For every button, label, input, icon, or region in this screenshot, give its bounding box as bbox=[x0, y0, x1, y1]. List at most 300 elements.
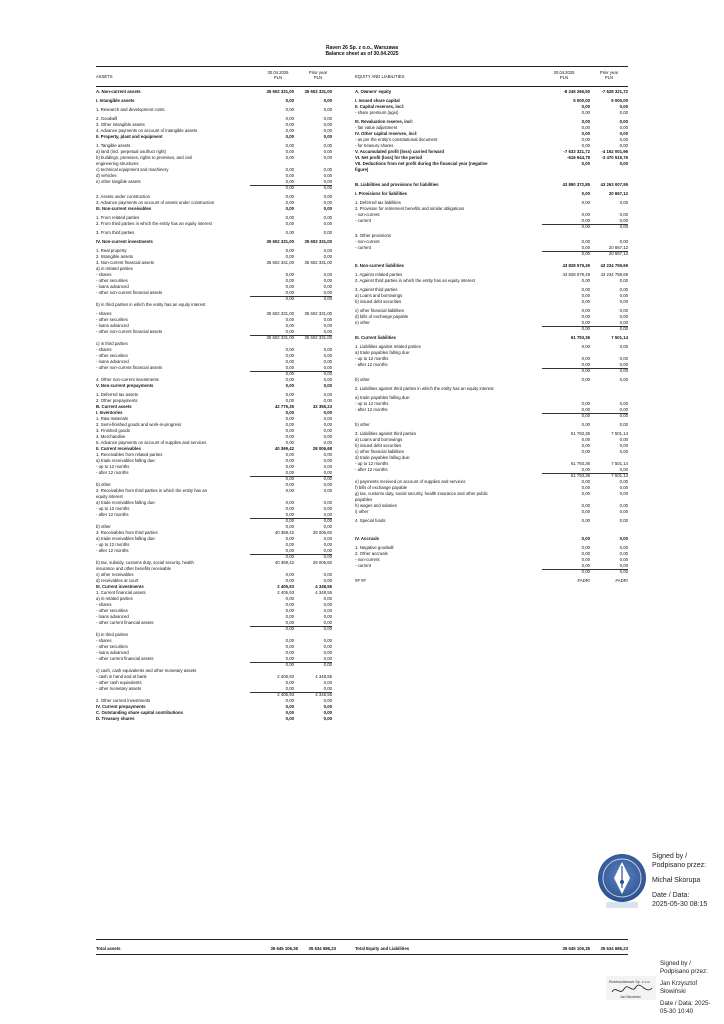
row-value-prior: 0,00 bbox=[294, 179, 332, 186]
row-value-prior: 0,00 bbox=[323, 434, 332, 439]
row-label: 2. Other accruals bbox=[355, 551, 388, 556]
row-label: - other securities bbox=[96, 353, 128, 358]
assets-current-date-header: 30.04.2025 PLN bbox=[267, 70, 289, 80]
row-value-prior: 0,00 bbox=[323, 347, 332, 352]
row-value-current: 0,00 bbox=[581, 104, 590, 109]
row-value-current: 0,00 bbox=[285, 614, 294, 619]
row-label: III. Non-current receivables bbox=[96, 206, 152, 211]
row-value-current: 0,00 bbox=[250, 179, 294, 186]
row-value-prior: 0,00 bbox=[323, 272, 332, 277]
row-value-prior: 0,00 bbox=[619, 110, 628, 115]
row-value-prior: 0,00 bbox=[619, 437, 628, 442]
row-value-prior: 35 602 331,00 bbox=[304, 239, 332, 244]
row-value-current: 0,00 bbox=[285, 248, 294, 253]
balance-row bbox=[96, 107, 332, 113]
row-value-current: 0,00 bbox=[285, 710, 294, 715]
row-value-prior: 0,00 bbox=[323, 284, 332, 289]
balance-row bbox=[355, 377, 628, 383]
row-label: d) receivables at court bbox=[96, 578, 139, 583]
row-value-current: 0,00 bbox=[285, 488, 294, 493]
row-value-current: -616 944,78 bbox=[567, 155, 590, 160]
row-value-current: 43 828 579,49 bbox=[562, 263, 590, 268]
row-value-current: 0,00 bbox=[581, 212, 590, 217]
row-value-prior: 35 602 331,00 bbox=[304, 335, 332, 340]
row-label: h) wages and salaries bbox=[355, 503, 397, 508]
row-label: V. Accumulated profit (loss) carried forward bbox=[355, 149, 444, 154]
row-label: 2. Assets under construction bbox=[96, 194, 150, 199]
row-value-current: 0,00 bbox=[285, 422, 294, 427]
row-value-current: 0,00 bbox=[285, 134, 294, 139]
row-label: - loans advanced bbox=[96, 650, 129, 655]
row-label: - shares bbox=[96, 602, 112, 607]
row-label: II. Capital reserves, incl: bbox=[355, 104, 405, 109]
row-value-prior: 43 234 759,69 bbox=[600, 272, 628, 277]
row-value-prior: 0,00 bbox=[619, 239, 628, 244]
row-value-prior: 32 355,23 bbox=[312, 404, 332, 409]
row-label: - loans advanced bbox=[96, 614, 129, 619]
row-label: I. Issued share capital bbox=[355, 98, 400, 103]
row-value-prior: 0,00 bbox=[323, 572, 332, 577]
row-label: 3. From third parties bbox=[96, 230, 135, 235]
row-label: VI. Net profit (loss) for the period bbox=[355, 155, 423, 160]
row-value-current: 0,00 bbox=[285, 107, 294, 112]
row-value-prior: 0,00 bbox=[590, 467, 628, 474]
total-equity-liabilities-label: Total Equity and Liabilities bbox=[355, 946, 410, 951]
balance-row bbox=[355, 536, 628, 542]
statement-name: Balance sheet as of 30.04.2025 bbox=[325, 51, 399, 57]
row-value-current: -7 633 321,72 bbox=[563, 149, 590, 154]
balance-row bbox=[355, 422, 628, 428]
row-value-current: 0,00 bbox=[542, 362, 590, 369]
row-value-current: 0,00 bbox=[285, 206, 294, 211]
signature1-date-label: Date / Data: bbox=[652, 892, 690, 899]
row-label: c) cash, cash equivalents and other monetary assets bbox=[96, 668, 197, 673]
row-value-prior: 0,00 bbox=[323, 704, 332, 709]
row-value-prior: 0,00 bbox=[323, 710, 332, 715]
row-label: 3. Against third parties bbox=[355, 287, 398, 292]
row-value-prior: 0,00 bbox=[619, 569, 628, 574]
row-value-prior: 35 602 331,00 bbox=[304, 311, 332, 316]
row-value-prior: 28 006,60 bbox=[312, 560, 332, 565]
row-label: 4. Special funds bbox=[355, 518, 386, 523]
row-value-prior: 28 006,60 bbox=[312, 530, 332, 535]
totals-top-rule bbox=[96, 939, 628, 940]
row-label: b) other bbox=[96, 482, 111, 487]
row-value-prior: 0,00 bbox=[323, 128, 332, 133]
row-value-current: 0,00 bbox=[581, 224, 590, 229]
row-value-current: 0,00 bbox=[285, 698, 294, 703]
row-value-current: 0,00 bbox=[250, 620, 294, 627]
balance-row bbox=[96, 239, 332, 245]
row-label: figure) bbox=[355, 167, 369, 172]
balance-row bbox=[355, 89, 628, 95]
row-value-prior: 0,00 bbox=[619, 551, 628, 556]
balance-row bbox=[355, 509, 628, 515]
row-value-current: 0,00 bbox=[581, 377, 590, 382]
row-value-current: 0,00 bbox=[250, 686, 294, 693]
row-value-current: 0,00 bbox=[285, 416, 294, 421]
row-label: - non-current bbox=[355, 557, 380, 562]
row-value-current: 0,00 bbox=[581, 485, 590, 490]
assets-prior-year-header: Prior year PLN bbox=[308, 70, 328, 80]
row-value-prior: 20 667,12 bbox=[608, 191, 628, 196]
row-label: B. Liabilities and provisions for liabilities bbox=[355, 182, 439, 187]
row-label: a) trade payables falling due: bbox=[355, 395, 411, 400]
row-label: - as per the entity's constitutional document bbox=[355, 137, 438, 142]
row-value-prior: 0,00 bbox=[323, 524, 332, 529]
row-label: - up to 12 months bbox=[96, 542, 130, 547]
row-label: i) other bbox=[355, 509, 369, 514]
row-value-prior: 0,00 bbox=[323, 644, 332, 649]
row-value-prior: 0,00 bbox=[323, 662, 332, 667]
row-value-current: 0,00 bbox=[250, 470, 294, 477]
row-value-prior: 4 348,55 bbox=[315, 674, 332, 679]
balance-row bbox=[96, 383, 332, 389]
row-value-prior: 0,00 bbox=[323, 452, 332, 457]
row-value-prior: 0,00 bbox=[323, 500, 332, 505]
row-value-prior: 0,00 bbox=[323, 596, 332, 601]
row-value-prior: 4 348,55 bbox=[315, 590, 332, 595]
row-value-current: 0,00 bbox=[581, 308, 590, 313]
liab-current-date-header: 30.04.2025 PLN bbox=[553, 70, 575, 80]
row-value-prior: 0,00 bbox=[323, 353, 332, 358]
row-label: - up to 12 months bbox=[355, 356, 389, 361]
total-assets-prior: 35 634 686,23 bbox=[308, 946, 336, 951]
row-value-current: 0,00 bbox=[285, 194, 294, 199]
row-value-current: 0,00 bbox=[581, 293, 590, 298]
balance-row bbox=[355, 224, 628, 230]
row-value-current: 0,00 bbox=[285, 506, 294, 511]
row-value-current: 0,00 bbox=[285, 608, 294, 613]
row-value-current: 0,00 bbox=[285, 377, 294, 382]
row-label: - non-current bbox=[355, 239, 380, 244]
row-label: I. Inventories bbox=[96, 410, 123, 415]
row-label: - after 12 months bbox=[355, 362, 388, 367]
company-stamp bbox=[606, 976, 656, 1000]
row-value-current: 0,00 bbox=[285, 185, 294, 190]
row-value-current: 0,00 bbox=[581, 239, 590, 244]
row-label: V. Non-current prepayments bbox=[96, 383, 154, 388]
row-value-prior: 0,00 bbox=[619, 200, 628, 205]
electronic-signature-2 bbox=[606, 960, 720, 1020]
row-value-prior: 0,00 bbox=[619, 413, 628, 418]
row-value-current: 0,00 bbox=[250, 290, 294, 297]
row-label: 1. Negative goodwill bbox=[355, 545, 394, 550]
row-value-prior: 0,00 bbox=[323, 173, 332, 178]
row-label: ## ## bbox=[355, 578, 366, 583]
row-value-current: 0,00 bbox=[285, 524, 294, 529]
row-value-prior: -4 162 001,96 bbox=[601, 149, 628, 154]
row-value-prior: 0,00 bbox=[323, 194, 332, 199]
row-label: 3. Advance payments on account of assets under construction bbox=[96, 200, 215, 205]
row-value-prior: 0,00 bbox=[294, 620, 332, 627]
row-value-prior: 0,00 bbox=[294, 329, 332, 336]
row-label: 3. Liabilities against third parties bbox=[355, 431, 417, 436]
row-value-prior: 0,00 bbox=[323, 230, 332, 235]
row-value-prior: 20 667,12 bbox=[590, 245, 628, 252]
row-value-prior: 0,00 bbox=[323, 554, 332, 559]
row-value-current: 0,00 bbox=[285, 644, 294, 649]
balance-row bbox=[355, 167, 628, 173]
row-label: - current bbox=[355, 218, 371, 223]
row-label: a) trade receivables falling due: bbox=[96, 536, 156, 541]
row-value-current: 0,00 bbox=[581, 125, 590, 130]
row-value-current: 0,00 bbox=[250, 365, 294, 372]
row-value-prior: 0,00 bbox=[323, 440, 332, 445]
row-value-prior: 4 348,55 bbox=[315, 584, 332, 589]
row-label: e) payments received on account of supplies and services bbox=[355, 479, 466, 484]
row-value-prior: 0,00 bbox=[323, 488, 332, 493]
row-label: - other non-current financial assets bbox=[96, 365, 163, 370]
row-label: b) other bbox=[355, 377, 370, 382]
row-value-current: 0,00 bbox=[581, 545, 590, 550]
row-value-prior: 7 501,14 bbox=[611, 473, 628, 478]
row-label: 1. Deferred tax assets bbox=[96, 392, 139, 397]
row-value-prior: 7 501,14 bbox=[611, 461, 628, 466]
row-label: e) other tangible assets bbox=[96, 179, 141, 184]
row-value-prior: 0,00 bbox=[323, 296, 332, 301]
row-value-current: 0,00 bbox=[581, 551, 590, 556]
row-value-current: 0,00 bbox=[581, 557, 590, 562]
row-value-prior: 0,00 bbox=[323, 377, 332, 382]
row-value-prior: 0,00 bbox=[619, 125, 628, 130]
row-value-prior: 0,00 bbox=[323, 602, 332, 607]
row-label: - up to 12 months bbox=[96, 506, 130, 511]
row-label: - up to 12 months bbox=[355, 461, 389, 466]
row-label: a) Loans and borrowings bbox=[355, 437, 403, 442]
row-label: - fair value adjustment bbox=[355, 125, 398, 130]
row-label: 1. Raw materials bbox=[96, 416, 128, 421]
row-label: A. Non-current assets bbox=[96, 89, 141, 94]
row-value-prior: 0,00 bbox=[590, 563, 628, 570]
balance-row bbox=[355, 368, 628, 374]
row-label: III. Revaluation reserve, incl: bbox=[355, 119, 414, 124]
row-value-prior: 0,00 bbox=[323, 134, 332, 139]
row-label: b) in third parties in which the entity has an equity interest bbox=[96, 302, 206, 307]
row-value-current: 61 793,36 bbox=[570, 461, 590, 466]
row-value-current: 0,00 bbox=[581, 314, 590, 319]
row-label: d) trade payables falling due: bbox=[355, 455, 411, 460]
row-label: 3. Receivables from third parties bbox=[96, 530, 158, 535]
row-value-prior: 0,00 bbox=[619, 401, 628, 406]
row-label: 2. Intangible assets bbox=[96, 254, 134, 259]
row-label: g) tax, customs duty, social security, health insurance and other public bbox=[355, 491, 488, 496]
row-label: VII. Deductions from net profit during the financial year (negative bbox=[355, 161, 488, 166]
row-label: - other securities bbox=[96, 644, 128, 649]
row-label: - other non-current financial assets bbox=[96, 290, 163, 295]
row-value-prior: 0,00 bbox=[619, 299, 628, 304]
row-label: II. Non-current liabilities bbox=[355, 263, 404, 268]
row-label: - after 12 months bbox=[355, 407, 388, 412]
row-value-current: 0,00 bbox=[285, 392, 294, 397]
row-value-current: 0,00 bbox=[581, 449, 590, 454]
row-value-current: 35 602 331,00 bbox=[266, 239, 294, 244]
row-value-prior: 0,00 bbox=[619, 287, 628, 292]
row-label: B. Current assets bbox=[96, 404, 132, 409]
row-label: A. Owners' equity bbox=[355, 89, 392, 94]
row-value-prior: 0,00 bbox=[619, 293, 628, 298]
row-label: 1. Research and development costs bbox=[96, 107, 165, 112]
row-value-prior: 0,00 bbox=[294, 290, 332, 297]
row-value-current: 0,00 bbox=[285, 359, 294, 364]
row-label: 2. Against third parties in which the entity has an equity interest bbox=[355, 278, 475, 283]
row-value-prior: 0,00 bbox=[590, 218, 628, 225]
row-value-current: 0,00 bbox=[285, 167, 294, 172]
row-value-prior: 0,00 bbox=[323, 206, 332, 211]
row-label: 2. Other current investments bbox=[96, 698, 151, 703]
row-label: - loans advanced bbox=[96, 359, 129, 364]
row-label: b) buildings, premises, rights to premises, and civil bbox=[96, 155, 193, 160]
row-value-current: 40 369,42 bbox=[274, 446, 294, 451]
row-value-current: 40 369,42 bbox=[274, 530, 294, 535]
row-value-prior: 0,00 bbox=[323, 215, 332, 220]
row-value-current: 0,00 bbox=[285, 221, 294, 226]
row-value-prior: 0,00 bbox=[323, 278, 332, 283]
row-value-current: 0,00 bbox=[285, 353, 294, 358]
row-label: - up to 12 months bbox=[355, 401, 389, 406]
row-value-current: 0,00 bbox=[285, 518, 294, 523]
row-value-current: 43 890 372,85 bbox=[562, 182, 590, 187]
row-value-current: 0,00 bbox=[581, 479, 590, 484]
row-value-prior: 0,00 bbox=[619, 536, 628, 541]
row-label: c) technical equipment and machinery bbox=[96, 167, 169, 172]
row-value-current: 0,00 bbox=[581, 278, 590, 283]
row-value-prior: 0,00 bbox=[323, 476, 332, 481]
row-value-prior: 0,00 bbox=[323, 578, 332, 583]
row-label: b) other bbox=[355, 422, 370, 427]
totals-bottom-rule bbox=[96, 954, 628, 955]
row-value-current: 0,00 bbox=[285, 716, 294, 721]
row-label: - current bbox=[355, 245, 371, 250]
row-label: b) issued debt securities bbox=[355, 443, 402, 448]
row-value-prior: 0,00 bbox=[619, 161, 628, 166]
row-value-prior: 0,00 bbox=[323, 398, 332, 403]
row-value-current: 0,00 bbox=[285, 371, 294, 376]
row-value-current: 0,00 bbox=[285, 173, 294, 178]
row-value-current: 0,00 bbox=[285, 500, 294, 505]
row-value-prior: 0,00 bbox=[323, 98, 332, 103]
row-value-current: 0,00 bbox=[581, 110, 590, 115]
row-value-current: 0,00 bbox=[250, 512, 294, 519]
row-label: b) tax, subsidy, customs duty, social security, health bbox=[96, 560, 194, 565]
row-label: - cash in hand and at bank bbox=[96, 674, 147, 679]
row-label: 1. Receivables from related parties bbox=[96, 452, 163, 457]
row-value-current: 0,00 bbox=[581, 422, 590, 427]
row-value-prior: 0,00 bbox=[619, 509, 628, 514]
row-value-current: 0,00 bbox=[285, 440, 294, 445]
row-label: 4. Merchandise bbox=[96, 434, 126, 439]
row-value-current: 0,00 bbox=[285, 680, 294, 685]
row-label: C. Outstanding share capital contributions bbox=[96, 710, 183, 715]
row-label: IV. Other capital reserves, incl: bbox=[355, 131, 418, 136]
row-value-prior: 0,00 bbox=[323, 149, 332, 154]
row-value-current: 0,00 bbox=[285, 542, 294, 547]
row-value-current: 0,00 bbox=[285, 434, 294, 439]
row-value-prior: #ADR! bbox=[615, 578, 628, 583]
row-value-current: 0,00 bbox=[581, 491, 590, 496]
row-value-current: 5 000,00 bbox=[573, 98, 590, 103]
row-label: - after 12 months bbox=[96, 470, 129, 475]
row-label: 1. Tangible assets bbox=[96, 143, 131, 148]
row-value-current: 0,00 bbox=[285, 98, 294, 103]
row-label: - other current financial assets bbox=[96, 620, 154, 625]
row-value-prior: 43 234 759,69 bbox=[600, 263, 628, 268]
document-title bbox=[0, 45, 724, 57]
row-value-current: 0,00 bbox=[542, 563, 590, 570]
liab-prior-year-header: Prior year PLN bbox=[599, 70, 619, 80]
row-label: 1. Current financial assets bbox=[96, 590, 146, 595]
row-label: a) in related parties bbox=[96, 266, 133, 271]
row-value-current: 0,00 bbox=[285, 215, 294, 220]
row-label: d) vehicles bbox=[96, 173, 117, 178]
row-value-current: 0,00 bbox=[285, 122, 294, 127]
signature2-signed-by-pl: Podpisano przez: bbox=[660, 967, 708, 975]
row-label: 3. Finished goods bbox=[96, 428, 130, 433]
balance-row bbox=[355, 569, 628, 575]
row-value-prior: 0,00 bbox=[619, 344, 628, 349]
row-value-current: 0,00 bbox=[581, 326, 590, 331]
row-value-current: 0,00 bbox=[285, 428, 294, 433]
row-label: c) other receivables bbox=[96, 572, 134, 577]
row-value-prior: 0,00 bbox=[323, 254, 332, 259]
row-value-prior: 0,00 bbox=[323, 416, 332, 421]
row-value-prior: 0,00 bbox=[619, 326, 628, 331]
row-value-prior: 0,00 bbox=[323, 638, 332, 643]
row-value-current: 0,00 bbox=[285, 143, 294, 148]
row-value-prior: 0,00 bbox=[619, 479, 628, 484]
row-label: payables bbox=[355, 497, 373, 502]
equity-liabilities-column bbox=[355, 89, 628, 584]
row-value-current: 0,00 bbox=[542, 407, 590, 414]
header-bottom-rule bbox=[96, 86, 628, 87]
row-value-current: 0,00 bbox=[581, 161, 590, 166]
row-value-current: 0,00 bbox=[250, 548, 294, 555]
row-value-current: 2 405,93 bbox=[277, 590, 294, 595]
row-value-current: 0,00 bbox=[285, 296, 294, 301]
row-value-prior: 0,00 bbox=[323, 185, 332, 190]
row-label: - after 12 months bbox=[96, 548, 129, 553]
row-label: c) other financial liabilities bbox=[355, 449, 404, 454]
row-value-prior: 28 006,68 bbox=[312, 446, 332, 451]
row-label: 2. Goodwill bbox=[96, 116, 118, 121]
row-value-current: 0,00 bbox=[581, 356, 590, 361]
row-label: 1. Real property bbox=[96, 248, 127, 253]
row-value-prior: 0,00 bbox=[619, 137, 628, 142]
balance-row bbox=[96, 89, 332, 95]
row-label: IV. Accruals bbox=[355, 536, 380, 541]
signature2-name-first: Jan Krzysztof bbox=[660, 980, 698, 988]
row-value-current: 0,00 bbox=[250, 656, 294, 663]
row-value-prior: 0,00 bbox=[294, 365, 332, 372]
row-value-current: 2 405,93 bbox=[277, 674, 294, 679]
row-value-prior: -7 628 321,72 bbox=[601, 89, 628, 94]
row-label: II. Current receivables bbox=[96, 446, 141, 451]
row-value-prior: 4 348,55 bbox=[315, 692, 332, 697]
signature1-signed-by-pl: Podpisano przez: bbox=[652, 862, 707, 869]
row-value-current: 0,00 bbox=[285, 254, 294, 259]
row-value-current: 0,00 bbox=[285, 650, 294, 655]
row-value-prior: 0,00 bbox=[323, 383, 332, 388]
row-label: a) land (incl. perpetual usufruct right) bbox=[96, 149, 166, 154]
row-value-current: 0,00 bbox=[250, 329, 294, 336]
balance-row bbox=[355, 251, 628, 257]
balance-row bbox=[96, 185, 332, 191]
row-label: a) Loans and borrowings bbox=[355, 293, 403, 298]
row-label: - other securities bbox=[96, 317, 128, 322]
row-value-current: 0,00 bbox=[285, 155, 294, 160]
row-value-current: 35 602 331,00 bbox=[266, 89, 294, 94]
row-value-prior: 7 501,14 bbox=[611, 431, 628, 436]
